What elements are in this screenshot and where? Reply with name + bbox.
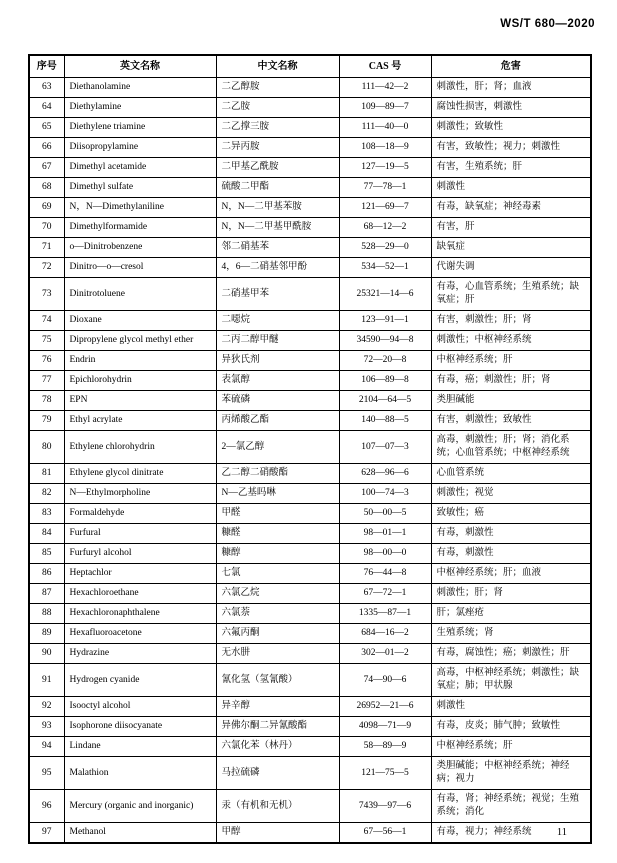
- cell-cas-number: 109—89—7: [339, 98, 431, 118]
- cell-serial-number: 80: [29, 431, 64, 464]
- cell-cas-number: 100—74—3: [339, 484, 431, 504]
- cell-cas-number: 628—96—6: [339, 464, 431, 484]
- cell-cas-number: 684—16—2: [339, 624, 431, 644]
- cell-cas-number: 528—29—0: [339, 238, 431, 258]
- table-row: [29, 604, 591, 624]
- cell-cas-number: 25321—14—6: [339, 278, 431, 311]
- table-row: [29, 411, 591, 431]
- cell-cas-number: 67—56—1: [339, 823, 431, 844]
- page-number: 11: [556, 827, 567, 838]
- cell-chinese-name: 马拉硫磷: [216, 757, 339, 790]
- table-row: [29, 544, 591, 564]
- cell-hazard: 刺激性；肝；肾: [431, 584, 591, 604]
- cell-serial-number: 83: [29, 504, 64, 524]
- cell-serial-number: 67: [29, 158, 64, 178]
- cell-english-name: Formaldehyde: [64, 504, 216, 524]
- cell-chinese-name: 异佛尔酮二异氰酸酯: [216, 717, 339, 737]
- cell-chinese-name: 丙烯酸乙酯: [216, 411, 339, 431]
- cell-english-name: Methanol: [64, 823, 216, 844]
- column-header-chinese-name: 中文名称: [216, 55, 339, 78]
- cell-cas-number: 76—44—8: [339, 564, 431, 584]
- cell-hazard: 缺氧症: [431, 238, 591, 258]
- cell-chinese-name: 表氯醇: [216, 371, 339, 391]
- cell-hazard: 有害，致敏性；视力；刺激性: [431, 138, 591, 158]
- table-row: [29, 391, 591, 411]
- column-header-cas-number: CAS 号: [339, 55, 431, 78]
- cell-hazard: 刺激性: [431, 178, 591, 198]
- cell-cas-number: 121—69—7: [339, 198, 431, 218]
- cell-serial-number: 71: [29, 238, 64, 258]
- cell-hazard: 刺激性；致敏性: [431, 118, 591, 138]
- cell-chinese-name: 甲醇: [216, 823, 339, 844]
- chemical-hazard-table: [28, 54, 592, 844]
- cell-cas-number: 72—20—8: [339, 351, 431, 371]
- cell-english-name: Hydrogen cyanide: [64, 664, 216, 697]
- cell-serial-number: 77: [29, 371, 64, 391]
- cell-serial-number: 85: [29, 544, 64, 564]
- cell-serial-number: 86: [29, 564, 64, 584]
- cell-english-name: EPN: [64, 391, 216, 411]
- cell-serial-number: 75: [29, 331, 64, 351]
- cell-english-name: Dimethyl acetamide: [64, 158, 216, 178]
- cell-english-name: Ethylene glycol dinitrate: [64, 464, 216, 484]
- cell-cas-number: 2104—64—5: [339, 391, 431, 411]
- cell-cas-number: 4098—71—9: [339, 717, 431, 737]
- cell-cas-number: 140—88—5: [339, 411, 431, 431]
- cell-chinese-name: 异狄氏剂: [216, 351, 339, 371]
- cell-hazard: 有害，肝: [431, 218, 591, 238]
- cell-cas-number: 26952—21—6: [339, 697, 431, 717]
- cell-serial-number: 63: [29, 78, 64, 98]
- cell-cas-number: 1335—87—1: [339, 604, 431, 624]
- cell-english-name: Endrin: [64, 351, 216, 371]
- table-row: [29, 584, 591, 604]
- cell-hazard: 生殖系统；肾: [431, 624, 591, 644]
- cell-chinese-name: 糠醛: [216, 524, 339, 544]
- table-row: [29, 717, 591, 737]
- cell-chinese-name: 异辛醇: [216, 697, 339, 717]
- table-row: [29, 737, 591, 757]
- cell-english-name: Epichlorohydrin: [64, 371, 216, 391]
- cell-cas-number: 7439—97—6: [339, 790, 431, 823]
- cell-cas-number: 74—90—6: [339, 664, 431, 697]
- cell-serial-number: 66: [29, 138, 64, 158]
- cell-cas-number: 58—89—9: [339, 737, 431, 757]
- table-row: [29, 371, 591, 391]
- cell-hazard: 有毒，腐蚀性；癌；刺激性；肝: [431, 644, 591, 664]
- table-row: [29, 311, 591, 331]
- cell-english-name: Furfural: [64, 524, 216, 544]
- cell-chinese-name: 甲醛: [216, 504, 339, 524]
- cell-cas-number: 106—89—8: [339, 371, 431, 391]
- cell-english-name: o—Dinitrobenzene: [64, 238, 216, 258]
- cell-hazard: 肝；氯痤疮: [431, 604, 591, 624]
- cell-serial-number: 94: [29, 737, 64, 757]
- cell-cas-number: 77—78—1: [339, 178, 431, 198]
- cell-serial-number: 68: [29, 178, 64, 198]
- cell-serial-number: 73: [29, 278, 64, 311]
- cell-english-name: Ethyl acrylate: [64, 411, 216, 431]
- cell-hazard: 有毒，缺氧症；神经毒素: [431, 198, 591, 218]
- cell-chinese-name: 七氯: [216, 564, 339, 584]
- cell-serial-number: 76: [29, 351, 64, 371]
- cell-english-name: Heptachlor: [64, 564, 216, 584]
- cell-english-name: Dipropylene glycol methyl ether: [64, 331, 216, 351]
- cell-cas-number: 98—00—0: [339, 544, 431, 564]
- table-row: [29, 624, 591, 644]
- cell-chinese-name: 二乙胺: [216, 98, 339, 118]
- cell-english-name: Diethylene triamine: [64, 118, 216, 138]
- cell-serial-number: 79: [29, 411, 64, 431]
- cell-english-name: Diethylamine: [64, 98, 216, 118]
- cell-hazard: 有毒，心血管系统；生殖系统；缺氧症；肝: [431, 278, 591, 311]
- column-header-hazard: 危害: [431, 55, 591, 78]
- table-row: [29, 198, 591, 218]
- table-row: [29, 504, 591, 524]
- cell-cas-number: 127—19—5: [339, 158, 431, 178]
- table-row: [29, 644, 591, 664]
- table-row: [29, 78, 591, 98]
- cell-cas-number: 107—07—3: [339, 431, 431, 464]
- cell-hazard: 有害，生殖系统；肝: [431, 158, 591, 178]
- cell-chinese-name: 六氟丙酮: [216, 624, 339, 644]
- cell-serial-number: 97: [29, 823, 64, 844]
- cell-hazard: 腐蚀性损害，刺激性: [431, 98, 591, 118]
- cell-chinese-name: 二丙二醇甲醚: [216, 331, 339, 351]
- cell-serial-number: 87: [29, 584, 64, 604]
- table-row: [29, 564, 591, 584]
- cell-serial-number: 64: [29, 98, 64, 118]
- cell-hazard: 有毒，视力；神经系统: [431, 823, 591, 844]
- cell-chinese-name: 氰化氢（氢氰酸）: [216, 664, 339, 697]
- table-row: [29, 351, 591, 371]
- cell-hazard: 有害，刺激性；致敏性: [431, 411, 591, 431]
- cell-hazard: 刺激性，肝；肾；血液: [431, 78, 591, 98]
- cell-serial-number: 90: [29, 644, 64, 664]
- standard-code: WS/T 680—2020: [500, 18, 595, 30]
- cell-english-name: Ethylene chlorohydrin: [64, 431, 216, 464]
- table-row: [29, 178, 591, 198]
- table-row: [29, 664, 591, 697]
- cell-hazard: 类胆碱能: [431, 391, 591, 411]
- cell-chinese-name: 二噁烷: [216, 311, 339, 331]
- cell-english-name: Diisopropylamine: [64, 138, 216, 158]
- cell-chinese-name: 乙二醇二硝酸酯: [216, 464, 339, 484]
- cell-cas-number: 121—75—5: [339, 757, 431, 790]
- cell-chinese-name: 2—氯乙醇: [216, 431, 339, 464]
- cell-english-name: Hexachloronaphthalene: [64, 604, 216, 624]
- cell-english-name: Dinitro—o—cresol: [64, 258, 216, 278]
- table-row: [29, 118, 591, 138]
- column-header-english-name: 英文名称: [64, 55, 216, 78]
- cell-serial-number: 96: [29, 790, 64, 823]
- cell-chinese-name: 糠醇: [216, 544, 339, 564]
- cell-chinese-name: 4，6—二硝基邻甲酚: [216, 258, 339, 278]
- table-row: [29, 697, 591, 717]
- cell-serial-number: 95: [29, 757, 64, 790]
- cell-hazard: 中枢神经系统；肝: [431, 351, 591, 371]
- cell-english-name: Dimethylformamide: [64, 218, 216, 238]
- cell-serial-number: 74: [29, 311, 64, 331]
- table-row: [29, 524, 591, 544]
- table-row: [29, 823, 591, 844]
- cell-english-name: Dioxane: [64, 311, 216, 331]
- table-row: [29, 98, 591, 118]
- cell-chinese-name: 二乙醇胺: [216, 78, 339, 98]
- cell-serial-number: 84: [29, 524, 64, 544]
- cell-serial-number: 89: [29, 624, 64, 644]
- cell-cas-number: 534—52—1: [339, 258, 431, 278]
- cell-chinese-name: 六氯萘: [216, 604, 339, 624]
- cell-english-name: Isophorone diisocyanate: [64, 717, 216, 737]
- cell-chinese-name: N，N—二甲基甲酰胺: [216, 218, 339, 238]
- cell-serial-number: 81: [29, 464, 64, 484]
- table-row: [29, 484, 591, 504]
- cell-hazard: 有毒，肾；神经系统；视觉；生殖系统；消化: [431, 790, 591, 823]
- cell-chinese-name: 二硝基甲苯: [216, 278, 339, 311]
- cell-chinese-name: 六氯乙烷: [216, 584, 339, 604]
- cell-cas-number: 34590—94—8: [339, 331, 431, 351]
- cell-hazard: 刺激性；中枢神经系统: [431, 331, 591, 351]
- cell-english-name: Malathion: [64, 757, 216, 790]
- cell-cas-number: 68—12—2: [339, 218, 431, 238]
- cell-hazard: 有毒，刺激性: [431, 544, 591, 564]
- cell-english-name: Mercury (organic and inorganic): [64, 790, 216, 823]
- cell-serial-number: 78: [29, 391, 64, 411]
- cell-english-name: Diethanolamine: [64, 78, 216, 98]
- cell-english-name: Lindane: [64, 737, 216, 757]
- cell-cas-number: 302—01—2: [339, 644, 431, 664]
- table-row: [29, 138, 591, 158]
- table-row: [29, 218, 591, 238]
- table-row: [29, 238, 591, 258]
- cell-chinese-name: 二异丙胺: [216, 138, 339, 158]
- cell-english-name: N—Ethylmorpholine: [64, 484, 216, 504]
- cell-serial-number: 92: [29, 697, 64, 717]
- cell-hazard: 有毒，皮炎；肺气肿；致敏性: [431, 717, 591, 737]
- cell-cas-number: 67—72—1: [339, 584, 431, 604]
- table-row: [29, 278, 591, 311]
- cell-english-name: Isooctyl alcohol: [64, 697, 216, 717]
- cell-hazard: 中枢神经系统；肝: [431, 737, 591, 757]
- cell-cas-number: 123—91—1: [339, 311, 431, 331]
- table-row: [29, 431, 591, 464]
- cell-serial-number: 69: [29, 198, 64, 218]
- cell-hazard: 高毒，刺激性；肝；肾；消化系统；心血管系统；中枢神经系统: [431, 431, 591, 464]
- table-row: [29, 331, 591, 351]
- cell-serial-number: 82: [29, 484, 64, 504]
- cell-chinese-name: 二乙撑三胺: [216, 118, 339, 138]
- cell-serial-number: 65: [29, 118, 64, 138]
- cell-english-name: Hydrazine: [64, 644, 216, 664]
- cell-english-name: Dinitrotoluene: [64, 278, 216, 311]
- table-row: [29, 757, 591, 790]
- cell-english-name: N，N—Dimethylaniline: [64, 198, 216, 218]
- cell-chinese-name: 邻二硝基苯: [216, 238, 339, 258]
- cell-serial-number: 70: [29, 218, 64, 238]
- cell-cas-number: 50—00—5: [339, 504, 431, 524]
- cell-english-name: Dimethyl sulfate: [64, 178, 216, 198]
- cell-serial-number: 93: [29, 717, 64, 737]
- cell-chinese-name: N—乙基吗啉: [216, 484, 339, 504]
- cell-chinese-name: 苯硫磷: [216, 391, 339, 411]
- cell-hazard: 类胆碱能；中枢神经系统；神经病；视力: [431, 757, 591, 790]
- cell-serial-number: 88: [29, 604, 64, 624]
- cell-serial-number: 72: [29, 258, 64, 278]
- cell-english-name: Furfuryl alcohol: [64, 544, 216, 564]
- cell-chinese-name: 无水肼: [216, 644, 339, 664]
- table-header-row: [29, 55, 591, 78]
- cell-english-name: Hexafluoroacetone: [64, 624, 216, 644]
- cell-chinese-name: 硫酸二甲酯: [216, 178, 339, 198]
- cell-hazard: 有毒，刺激性: [431, 524, 591, 544]
- cell-chinese-name: 二甲基乙酰胺: [216, 158, 339, 178]
- table-row: [29, 464, 591, 484]
- cell-hazard: 有毒，癌；刺激性；肝；肾: [431, 371, 591, 391]
- cell-hazard: 代谢失调: [431, 258, 591, 278]
- cell-hazard: 刺激性: [431, 697, 591, 717]
- cell-hazard: 致敏性；癌: [431, 504, 591, 524]
- cell-cas-number: 111—42—2: [339, 78, 431, 98]
- cell-hazard: 高毒，中枢神经系统；刺激性；缺氧症；肺；甲状腺: [431, 664, 591, 697]
- column-header-serial-number: 序号: [29, 55, 64, 78]
- cell-chinese-name: N，N—二甲基苯胺: [216, 198, 339, 218]
- cell-hazard: 心血管系统: [431, 464, 591, 484]
- cell-cas-number: 98—01—1: [339, 524, 431, 544]
- cell-chinese-name: 六氯化苯（林丹）: [216, 737, 339, 757]
- cell-chinese-name: 汞（有机和无机）: [216, 790, 339, 823]
- table-row: [29, 158, 591, 178]
- cell-hazard: 有害，刺激性；肝；肾: [431, 311, 591, 331]
- table-row: [29, 790, 591, 823]
- cell-hazard: 刺激性；视觉: [431, 484, 591, 504]
- cell-hazard: 中枢神经系统；肝；血液: [431, 564, 591, 584]
- cell-cas-number: 108—18—9: [339, 138, 431, 158]
- cell-serial-number: 91: [29, 664, 64, 697]
- cell-english-name: Hexachloroethane: [64, 584, 216, 604]
- cell-cas-number: 111—40—0: [339, 118, 431, 138]
- table-row: [29, 258, 591, 278]
